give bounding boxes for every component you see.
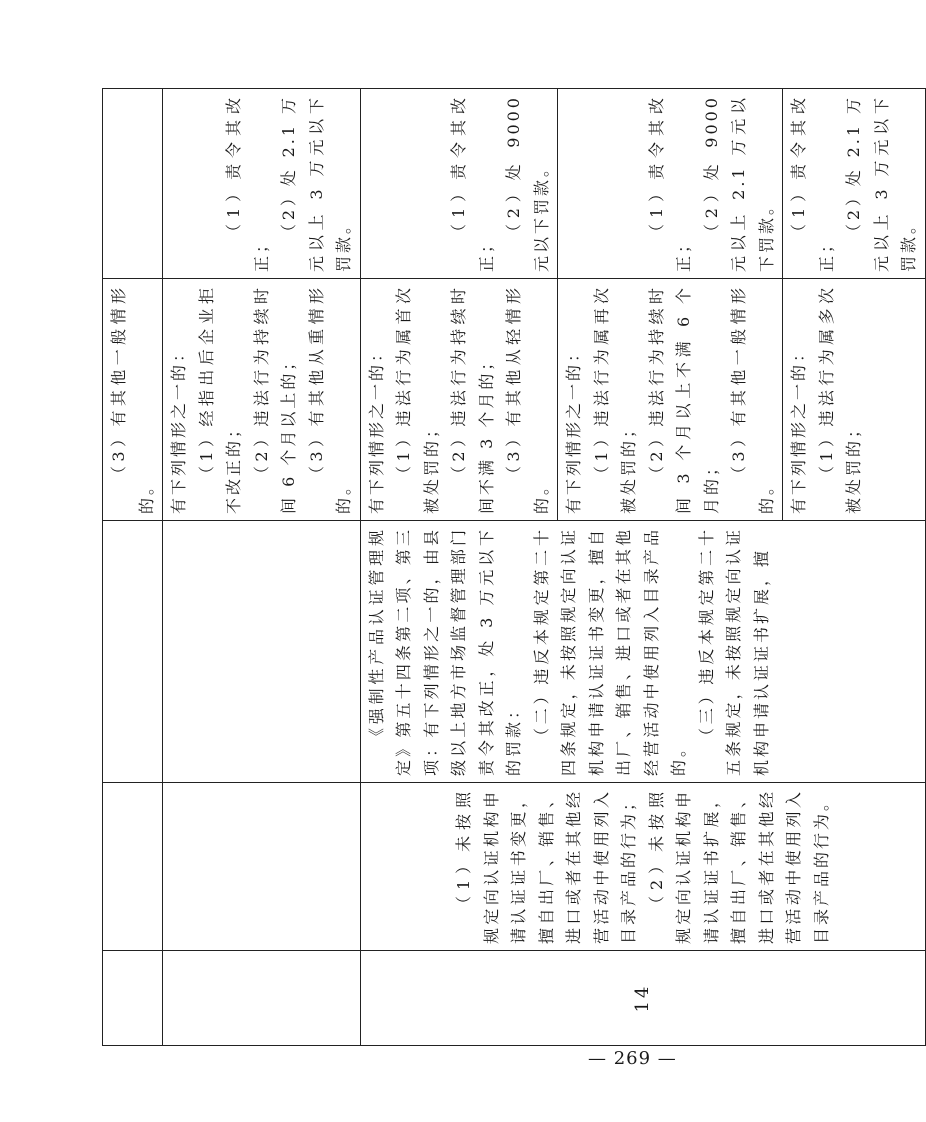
table-row <box>103 89 163 1046</box>
cell-behavior-empty <box>163 783 361 951</box>
cell-circumstance: 有下列情形之一的： （1）违法行为属多次被处罚的； <box>783 279 926 521</box>
cell-circumstance: 有下列情形之一的： （1）经指出后企业拒不改正的； （2）违法行为持续时间 6 个月以上的； （3）有其他从重情形的。 <box>163 279 361 521</box>
cell-basis-empty <box>163 521 361 783</box>
cell-number: 14 <box>360 951 925 1046</box>
cell-circumstance: （3）有其他一般情形的。 <box>103 279 163 521</box>
page-number: — 269 — <box>588 1048 677 1069</box>
cell-penalty: （1）责令其改正； （2）处 9000 元以下罚款。 <box>360 89 558 279</box>
table-row <box>360 89 558 1046</box>
cell-penalty: （1）责令其改正； （2）处 2.1 万元以上 3 万元以下罚款。 <box>163 89 361 279</box>
cell-basis-empty <box>103 521 163 783</box>
cell-circumstance: 有下列情形之一的： （1）违法行为属再次被处罚的； （2）违法行为持续时间 3 个月以上不满 6 个月的； （3）有其他一般情形的。 <box>558 279 783 521</box>
cell-basis: 《强制性产品认证管理规定》第五十四条第二项、第三项：有下列情形之一的，由县级以上地方市场监督管理部门责令其改正，处 3 万元以下的罚款： （二）违反本规定第二十四条规定，未按照规定向认证机构申请认证证书变更，擅自出厂、销售、进口或者在其他经营活动中使用列入目录产品的。 （三）违反本规定第二十五条规定，未按照规定向认证机构申请认证证书扩展，擅 <box>360 521 925 783</box>
cell-behavior: （1）未按照规定向认证机构申请认证证书变更，擅自出厂、销售、进口或者在其他经营活动中使用列入目录产品的行为； （2）未按照规定向认证机构申请认证证书扩展，擅自出厂、销售、进口或者在其他经营活动中使用列入目录产品的行为。 <box>360 783 925 951</box>
penalty-standard-table <box>102 88 926 1046</box>
cell-circumstance: 有下列情形之一的： （1）违法行为属首次被处罚的； （2）违法行为持续时间不满 3 个月的； （3）有其他从轻情形的。 <box>360 279 558 521</box>
cell-penalty: （1）责令其改正； （2）处 2.1 万元以上 3 万元以下罚款。 <box>783 89 926 279</box>
cell-number-empty <box>103 951 163 1046</box>
cell-penalty: （1）责令其改正； （2）处 9000 元以上 2.1 万元以下罚款。 <box>558 89 783 279</box>
rotated-table-block <box>102 89 918 1046</box>
table-row <box>163 89 361 1046</box>
cell-penalty-empty <box>103 89 163 279</box>
cell-behavior-empty <box>103 783 163 951</box>
cell-number-empty <box>163 951 361 1046</box>
